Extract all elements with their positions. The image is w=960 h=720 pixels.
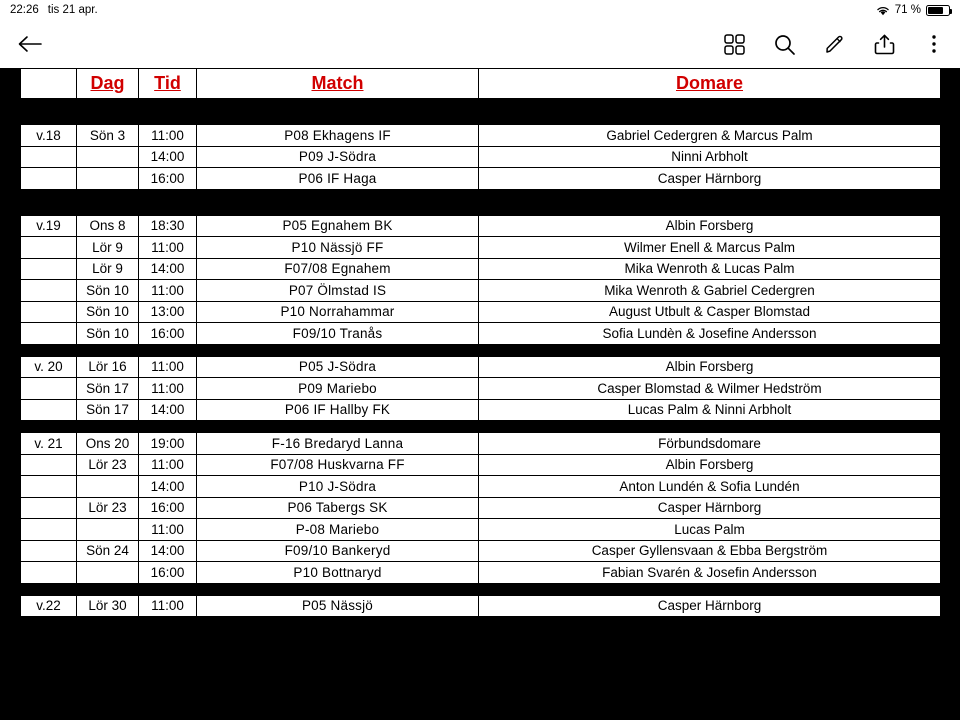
cell-referee: Mika Wenroth & Lucas Palm	[479, 258, 941, 280]
cell-time: 11:00	[139, 454, 197, 476]
cell-referee: Gabriel Cedergren & Marcus Palm	[479, 125, 941, 147]
cell-day: Sön 10	[77, 301, 139, 323]
table-group-spacer	[21, 344, 941, 356]
table-group-spacer	[21, 583, 941, 595]
back-arrow-icon[interactable]	[16, 30, 44, 58]
cell-referee: August Utbult & Casper Blomstad	[479, 301, 941, 323]
cell-referee: Albin Forsberg	[479, 215, 941, 237]
cell-day: Lör 23	[77, 497, 139, 519]
cell-referee: Albin Forsberg	[479, 356, 941, 378]
cell-day	[77, 519, 139, 541]
cell-referee: Casper Blomstad & Wilmer Hedström	[479, 378, 941, 400]
cell-referee: Casper Härnborg	[479, 595, 941, 617]
wifi-icon	[876, 5, 890, 16]
cell-week	[21, 497, 77, 519]
cell-day: Ons 8	[77, 215, 139, 237]
header-cell-2: Tid	[139, 69, 197, 99]
table-row	[21, 301, 941, 323]
cell-time: 16:00	[139, 168, 197, 190]
table-row	[21, 146, 941, 168]
cell-week: v.18	[21, 125, 77, 147]
table-row	[21, 519, 941, 541]
header-cell-0	[21, 69, 77, 99]
table-row	[21, 540, 941, 562]
cell-match: F-16 Bredaryd Lanna	[197, 433, 479, 455]
cell-referee: Lucas Palm & Ninni Arbholt	[479, 399, 941, 421]
table-row	[21, 215, 941, 237]
table-row	[21, 454, 941, 476]
cell-week	[21, 454, 77, 476]
cell-week	[21, 399, 77, 421]
cell-time: 13:00	[139, 301, 197, 323]
cell-time: 16:00	[139, 562, 197, 584]
cell-week	[21, 237, 77, 259]
cell-match: P06 IF Hallby FK	[197, 399, 479, 421]
cell-referee: Fabian Svarén & Josefin Andersson	[479, 562, 941, 584]
toolbar-left	[16, 30, 44, 58]
cell-day: Sön 10	[77, 280, 139, 302]
cell-week	[21, 258, 77, 280]
cell-time: 14:00	[139, 540, 197, 562]
cell-time: 11:00	[139, 125, 197, 147]
toolbar	[0, 20, 960, 68]
cell-match: P09 Mariebo	[197, 378, 479, 400]
cell-time: 14:00	[139, 146, 197, 168]
cell-referee: Casper Härnborg	[479, 497, 941, 519]
cell-match: P05 Egnahem BK	[197, 215, 479, 237]
pencil-markup-icon[interactable]	[820, 30, 848, 58]
cell-time: 11:00	[139, 237, 197, 259]
cell-week	[21, 540, 77, 562]
battery-icon	[926, 5, 950, 16]
table-row	[21, 356, 941, 378]
cell-week	[21, 519, 77, 541]
cell-day: Lör 9	[77, 237, 139, 259]
cell-day: Sön 17	[77, 399, 139, 421]
table-row	[21, 125, 941, 147]
table-row	[21, 237, 941, 259]
cell-week	[21, 146, 77, 168]
cell-referee: Mika Wenroth & Gabriel Cedergren	[479, 280, 941, 302]
cell-day: Sön 24	[77, 540, 139, 562]
cell-time: 16:00	[139, 323, 197, 345]
more-options-icon[interactable]	[920, 30, 948, 58]
cell-match: P06 Tabergs SK	[197, 497, 479, 519]
cell-day	[77, 146, 139, 168]
cell-week	[21, 323, 77, 345]
cell-day: Lör 16	[77, 356, 139, 378]
status-bar-left	[10, 4, 98, 16]
cell-day	[77, 562, 139, 584]
cell-week	[21, 301, 77, 323]
cell-day	[77, 476, 139, 498]
table-row	[21, 595, 941, 617]
cell-match: P10 Norrahammar	[197, 301, 479, 323]
cell-week	[21, 168, 77, 190]
cell-week: v.19	[21, 215, 77, 237]
search-icon[interactable]	[770, 30, 798, 58]
cell-time: 11:00	[139, 356, 197, 378]
cell-match: F09/10 Bankeryd	[197, 540, 479, 562]
cell-referee: Sofia Lundèn & Josefine Andersson	[479, 323, 941, 345]
spacer-cell	[21, 421, 941, 433]
cell-day: Ons 20	[77, 433, 139, 455]
cell-week: v. 21	[21, 433, 77, 455]
cell-time: 11:00	[139, 378, 197, 400]
share-icon[interactable]	[870, 30, 898, 58]
table-row	[21, 280, 941, 302]
table-row	[21, 378, 941, 400]
cell-week: v.22	[21, 595, 77, 617]
cell-match: F07/08 Egnahem	[197, 258, 479, 280]
cell-day: Sön 17	[77, 378, 139, 400]
schedule-table	[20, 68, 941, 617]
table-row	[21, 433, 941, 455]
table-row	[21, 399, 941, 421]
cell-time: 11:00	[139, 595, 197, 617]
header-cell-4: Domare	[479, 69, 941, 99]
table-row	[21, 258, 941, 280]
cell-time: 19:00	[139, 433, 197, 455]
cell-match: F07/08 Huskvarna FF	[197, 454, 479, 476]
cell-day: Sön 10	[77, 323, 139, 345]
cell-match: P-08 Mariebo	[197, 519, 479, 541]
cell-time: 14:00	[139, 399, 197, 421]
grid-thumbnails-icon[interactable]	[720, 30, 748, 58]
page-right-margin	[940, 68, 960, 720]
cell-time: 11:00	[139, 519, 197, 541]
status-time: 22:26	[10, 4, 39, 16]
cell-match: P06 IF Haga	[197, 168, 479, 190]
cell-match: P08 Ekhagens IF	[197, 125, 479, 147]
table-row	[21, 168, 941, 190]
table-group-spacer	[21, 99, 941, 125]
spacer-cell	[21, 99, 941, 125]
cell-match: F09/10 Tranås	[197, 323, 479, 345]
cell-match: P05 J-Södra	[197, 356, 479, 378]
cell-match: P05 Nässjö	[197, 595, 479, 617]
cell-referee: Casper Gyllensvaan & Ebba Bergström	[479, 540, 941, 562]
table-row	[21, 323, 941, 345]
table-header-row	[21, 69, 941, 99]
toolbar-right	[720, 30, 948, 58]
document-page[interactable]	[0, 68, 960, 720]
cell-time: 14:00	[139, 258, 197, 280]
cell-week: v. 20	[21, 356, 77, 378]
cell-week	[21, 562, 77, 584]
cell-referee: Ninni Arbholt	[479, 146, 941, 168]
cell-referee: Anton Lundén & Sofia Lundén	[479, 476, 941, 498]
cell-match: P10 Nässjö FF	[197, 237, 479, 259]
cell-time: 11:00	[139, 280, 197, 302]
cell-match: P09 J-Södra	[197, 146, 479, 168]
table-row	[21, 497, 941, 519]
table-row	[21, 476, 941, 498]
cell-referee: Wilmer Enell & Marcus Palm	[479, 237, 941, 259]
cell-day: Sön 3	[77, 125, 139, 147]
cell-week	[21, 378, 77, 400]
status-bar	[0, 0, 960, 20]
status-bar-right	[876, 4, 950, 16]
spacer-cell	[21, 189, 941, 215]
cell-referee: Albin Forsberg	[479, 454, 941, 476]
table-group-spacer	[21, 421, 941, 433]
cell-match: P10 J-Södra	[197, 476, 479, 498]
table-row	[21, 562, 941, 584]
header-cell-1: Dag	[77, 69, 139, 99]
cell-referee: Förbundsdomare	[479, 433, 941, 455]
battery-percentage: 71 %	[894, 4, 921, 16]
cell-time: 18:30	[139, 215, 197, 237]
spacer-cell	[21, 583, 941, 595]
cell-match: P10 Bottnaryd	[197, 562, 479, 584]
status-date: tis 21 apr.	[47, 4, 98, 16]
cell-day: Lör 9	[77, 258, 139, 280]
cell-day	[77, 168, 139, 190]
table-group-spacer	[21, 189, 941, 215]
cell-week	[21, 476, 77, 498]
cell-day: Lör 30	[77, 595, 139, 617]
cell-day: Lör 23	[77, 454, 139, 476]
cell-time: 14:00	[139, 476, 197, 498]
cell-referee: Casper Härnborg	[479, 168, 941, 190]
cell-time: 16:00	[139, 497, 197, 519]
cell-match: P07 Ölmstad IS	[197, 280, 479, 302]
header-cell-3: Match	[197, 69, 479, 99]
spacer-cell	[21, 344, 941, 356]
cell-week	[21, 280, 77, 302]
cell-referee: Lucas Palm	[479, 519, 941, 541]
